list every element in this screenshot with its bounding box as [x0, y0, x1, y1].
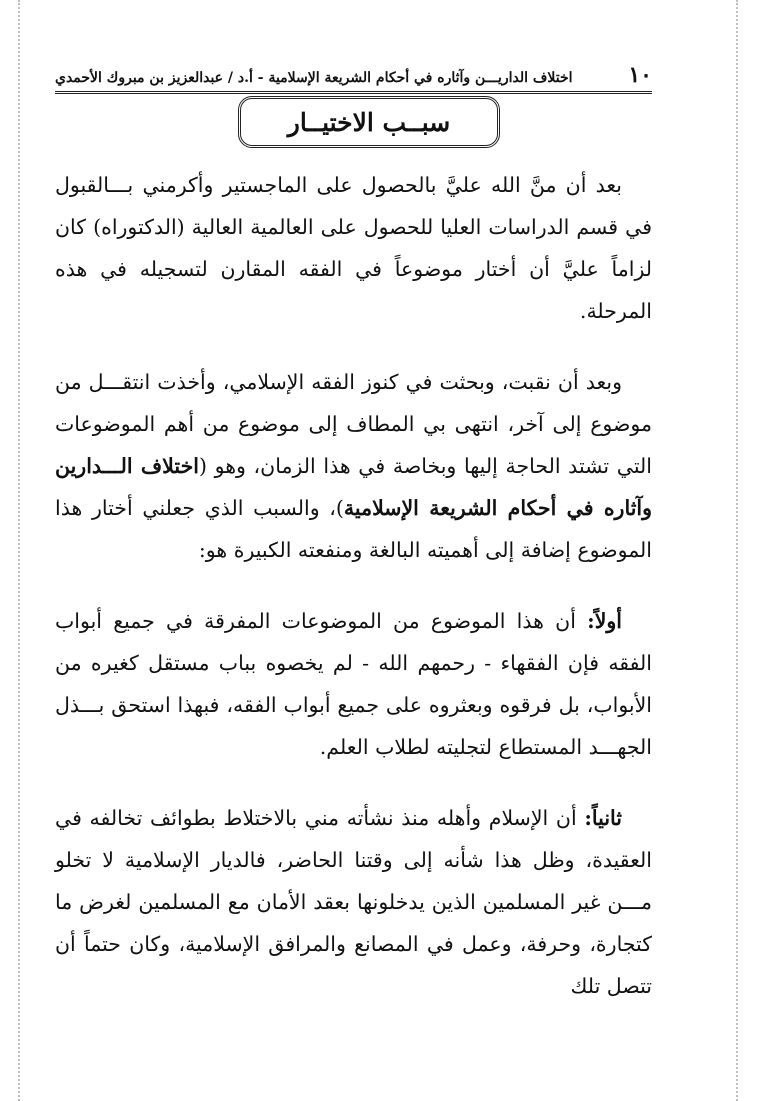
- paragraph-2-text-after: )، والسبب الذي جعلني أختار هذا الموضوع إضافة إلى أهميته البالغة ومنفعته الكبيرة هو:: [55, 496, 652, 562]
- running-header: [55, 54, 652, 94]
- paragraph-1-text: بعد أن منَّ الله عليَّ بالحصول على الماجستير وأكرمني بـــالقبول في قسم الدراسات العليا للحصول على العالمية العالية (الدكتوراه) كان لزاماً عليَّ أن أختار موضوعاً في الفقه المقارن لتسجيله في هذه المرحلة.: [55, 173, 652, 323]
- section-title-box: [238, 96, 500, 148]
- running-title: اختلاف الداريـــن وآثاره في أحكام الشريعة الإسلامية - أ.د / عبدالعزيز بن مبروك الأحمدي: [55, 70, 573, 86]
- paragraph-4-text: أن الإسلام وأهله منذ نشأته مني بالاختلاط بطوائف تخالفه في العقيدة، وظل هذا شأنه إلى وقتنا الحاضر، فالديار الإسلامية لا تخلو مـــن غير المسلمين الذين يدخلونها بعقد الأمان مع المسلمين لغرض ما كتجارة، وحرفة، وعمل في المصانع والمرافق الإسلامية، وكان حتماً أن تتصل تلك: [55, 806, 652, 998]
- paragraph-3-lead: أولاً:: [587, 609, 622, 633]
- paragraph-3: [55, 600, 652, 768]
- section-title: سبــب الاختيــار: [287, 107, 451, 137]
- paragraph-4: [55, 797, 652, 1007]
- paragraph-2-text-before: وبعد أن نقبت، وبحثت في كنوز الفقه الإسلامي، وأخذت انتقـــل من موضوع إلى آخر، انتهى بي المطاف إلى موضوع من أهم الموضوعات التي تشتد الحاجة إليها وبخاصة في هذا الزمان، وهو (: [55, 370, 652, 478]
- margin-guide-left: [18, 0, 20, 1101]
- thesis-title-emphasis: اختلاف الـــدارين وآثاره في أحكام الشريعة الإسلامية: [55, 454, 652, 520]
- page-number: ١٠: [628, 62, 652, 88]
- paragraph-3-text: أن هذا الموضوع من الموضوعات المفرقة في جميع أبواب الفقه فإن الفقهاء - رحمهم الله - لم يخصوه بباب مستقل كغيره من الأبواب، بل فرقوه وبعثروه على جميع أبواب الفقه، فبهذا استحق بـــذل الجهـــد المستطاع لتجليته لطلاب العلم.: [55, 609, 652, 759]
- paragraph-4-lead: ثانياً:: [584, 806, 622, 830]
- paragraph-1: [55, 164, 652, 332]
- paragraph-2: [55, 361, 652, 571]
- body-text: [55, 164, 652, 1036]
- margin-guide-right: [736, 0, 738, 1101]
